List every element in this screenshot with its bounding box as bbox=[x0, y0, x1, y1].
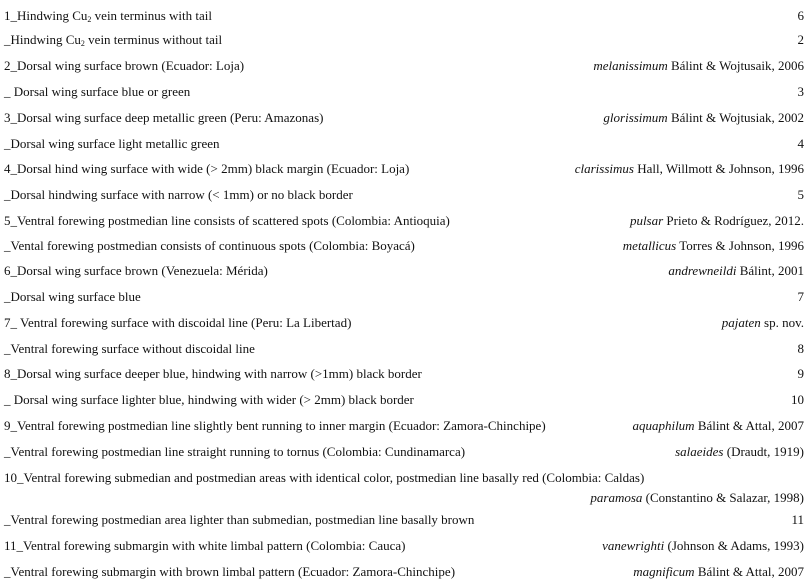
couplet-taxon bbox=[623, 234, 804, 258]
couplet-lead: _Ventral forewing surface without discoidal line bbox=[4, 341, 255, 356]
species-name: metallicus bbox=[622, 238, 677, 253]
species-author: Bálint & Attal, 2007 bbox=[694, 418, 804, 433]
key-row-11b bbox=[0, 560, 809, 584]
couplet-lead: 8_Dorsal wing surface deeper blue, hindwing with narrow (>1mm) black border bbox=[4, 366, 422, 381]
key-row-11a bbox=[0, 534, 809, 558]
key-row-8a bbox=[0, 362, 809, 386]
key-row-6a bbox=[0, 259, 809, 283]
couplet-lead: _ Dorsal wing surface blue or green bbox=[4, 84, 191, 99]
key-row-7a bbox=[0, 311, 809, 335]
couplet-goto: 5 bbox=[797, 187, 804, 202]
couplet-taxon bbox=[593, 54, 804, 78]
couplet-lead: 10_Ventral forewing submedian and postmedian areas with identical color, postmedian line basally red (Colombia: Caldas) bbox=[4, 470, 645, 485]
couplet-lead: _Ventral forewing postmedian line straight running to tornus (Colombia: Cundinamarca) bbox=[4, 444, 466, 459]
couplet-taxon bbox=[668, 259, 804, 283]
couplet-lead: _Hindwing $Cu_2$ vein terminus without tail bbox=[4, 32, 223, 48]
couplet-goto: 6 bbox=[797, 8, 804, 23]
couplet-goto: 3 bbox=[797, 84, 804, 99]
key-row-7b bbox=[0, 337, 809, 361]
species-author: Hall, Willmott & Johnson, 1996 bbox=[633, 161, 804, 176]
couplet-lead: _Dorsal wing surface light metallic green bbox=[4, 136, 220, 151]
couplet-goto: 10 bbox=[791, 392, 804, 407]
couplet-taxon bbox=[630, 209, 804, 233]
species-author: (Constantino & Salazar, 1998) bbox=[642, 490, 804, 505]
species-author: Torres & Johnson, 1996 bbox=[676, 238, 804, 253]
key-row-1a bbox=[0, 4, 809, 28]
couplet-lead: 7_ Ventral forewing surface with discoidal line (Peru: La Libertad) bbox=[4, 315, 352, 330]
key-row-2a bbox=[0, 54, 809, 78]
couplet-taxon bbox=[590, 486, 804, 510]
key-row-10a bbox=[0, 466, 809, 512]
species-author: Bálint & Attal, 2007 bbox=[694, 564, 804, 579]
couplet-lead: 4_Dorsal hind wing surface with wide (> 2mm) black margin (Ecuador: Loja) bbox=[4, 161, 410, 176]
key-row-2b bbox=[0, 80, 809, 104]
couplet-lead: 6_Dorsal wing surface brown (Venezuela: Mérida) bbox=[4, 263, 268, 278]
couplet-goto: 7 bbox=[797, 289, 804, 304]
species-author: (Draudt, 1919) bbox=[723, 444, 804, 459]
key-row-6b bbox=[0, 285, 809, 309]
couplet-lead: 2_Dorsal wing surface brown (Ecuador: Loja) bbox=[4, 58, 245, 73]
couplet-lead: _ Dorsal wing surface lighter blue, hindwing with wider (> 2mm) black border bbox=[4, 392, 414, 407]
species-name: magnificum bbox=[633, 564, 695, 579]
species-author: Bálint, 2001 bbox=[736, 263, 804, 278]
species-name: andrewneildi bbox=[668, 263, 737, 278]
key-row-3b bbox=[0, 132, 809, 156]
couplet-lead: 3_Dorsal wing surface deep metallic green (Peru: Amazonas) bbox=[4, 110, 324, 125]
species-name: aquaphilum bbox=[632, 418, 695, 433]
species-author: (Johnson & Adams, 1993) bbox=[664, 538, 804, 553]
couplet-taxon bbox=[632, 414, 804, 438]
couplet-lead: _Ventral forewing postmedian area lighter than submedian, postmedian line basally brown bbox=[4, 512, 475, 527]
couplet-taxon bbox=[603, 106, 804, 130]
key-row-10b bbox=[0, 508, 809, 532]
key-row-4b bbox=[0, 183, 809, 207]
couplet-lead: 9_Ventral forewing postmedian line slightly bent running to inner margin (Ecuador: Zamora-Chinchipe) bbox=[4, 418, 546, 433]
couplet-lead: _Dorsal wing surface blue bbox=[4, 289, 141, 304]
key-row-8b bbox=[0, 388, 809, 412]
key-row-4a bbox=[0, 157, 809, 181]
key-row-3a bbox=[0, 106, 809, 130]
couplet-lead: 11_Ventral forewing submargin with white limbal pattern (Colombia: Cauca) bbox=[4, 538, 406, 553]
couplet-taxon bbox=[633, 560, 804, 584]
couplet-taxon bbox=[575, 157, 804, 181]
couplet-taxon bbox=[602, 534, 804, 558]
species-name: pajaten bbox=[721, 315, 761, 330]
couplet-lead: _Vental forewing postmedian consists of continuous spots (Colombia: Boyacá) bbox=[4, 238, 415, 253]
species-name: salaeides bbox=[675, 444, 724, 459]
couplet-goto: 11 bbox=[791, 512, 804, 527]
key-row-5b bbox=[0, 234, 809, 258]
species-author: Prieto & Rodríguez, 2012. bbox=[663, 213, 804, 228]
key-row-9a bbox=[0, 414, 809, 438]
key-row-9b bbox=[0, 440, 809, 464]
couplet-goto: 8 bbox=[797, 341, 804, 356]
couplet-goto: 4 bbox=[797, 136, 804, 151]
species-author: Bálint & Wojtusaik, 2006 bbox=[667, 58, 804, 73]
key-row-5a bbox=[0, 209, 809, 233]
species-author: Bálint & Wojtusiak, 2002 bbox=[667, 110, 804, 125]
couplet-goto: 9 bbox=[797, 366, 804, 381]
couplet-taxon bbox=[675, 440, 804, 464]
couplet-lead: _Ventral forewing submargin with brown limbal pattern (Ecuador: Zamora-Chinchipe) bbox=[4, 564, 456, 579]
couplet-lead: _Dorsal hindwing surface with narrow (< 1mm) or no black border bbox=[4, 187, 353, 202]
species-name: pulsar bbox=[629, 213, 664, 228]
couplet-goto: 2 bbox=[797, 32, 804, 47]
couplet-lead: 1_Hindwing $Cu_2$ vein terminus with tail bbox=[4, 8, 213, 24]
species-author: sp. nov. bbox=[760, 315, 804, 330]
species-name: glorissimum bbox=[603, 110, 668, 125]
species-name: clarissimus bbox=[574, 161, 634, 176]
species-name: melanissimum bbox=[593, 58, 668, 73]
couplet-taxon bbox=[722, 311, 804, 335]
species-name: vanewrighti bbox=[602, 538, 665, 553]
species-name: paramosa bbox=[590, 490, 643, 505]
couplet-lead: 5_Ventral forewing postmedian line consists of scattered spots (Colombia: Antioquia) bbox=[4, 213, 450, 228]
key-row-1b bbox=[0, 28, 809, 52]
